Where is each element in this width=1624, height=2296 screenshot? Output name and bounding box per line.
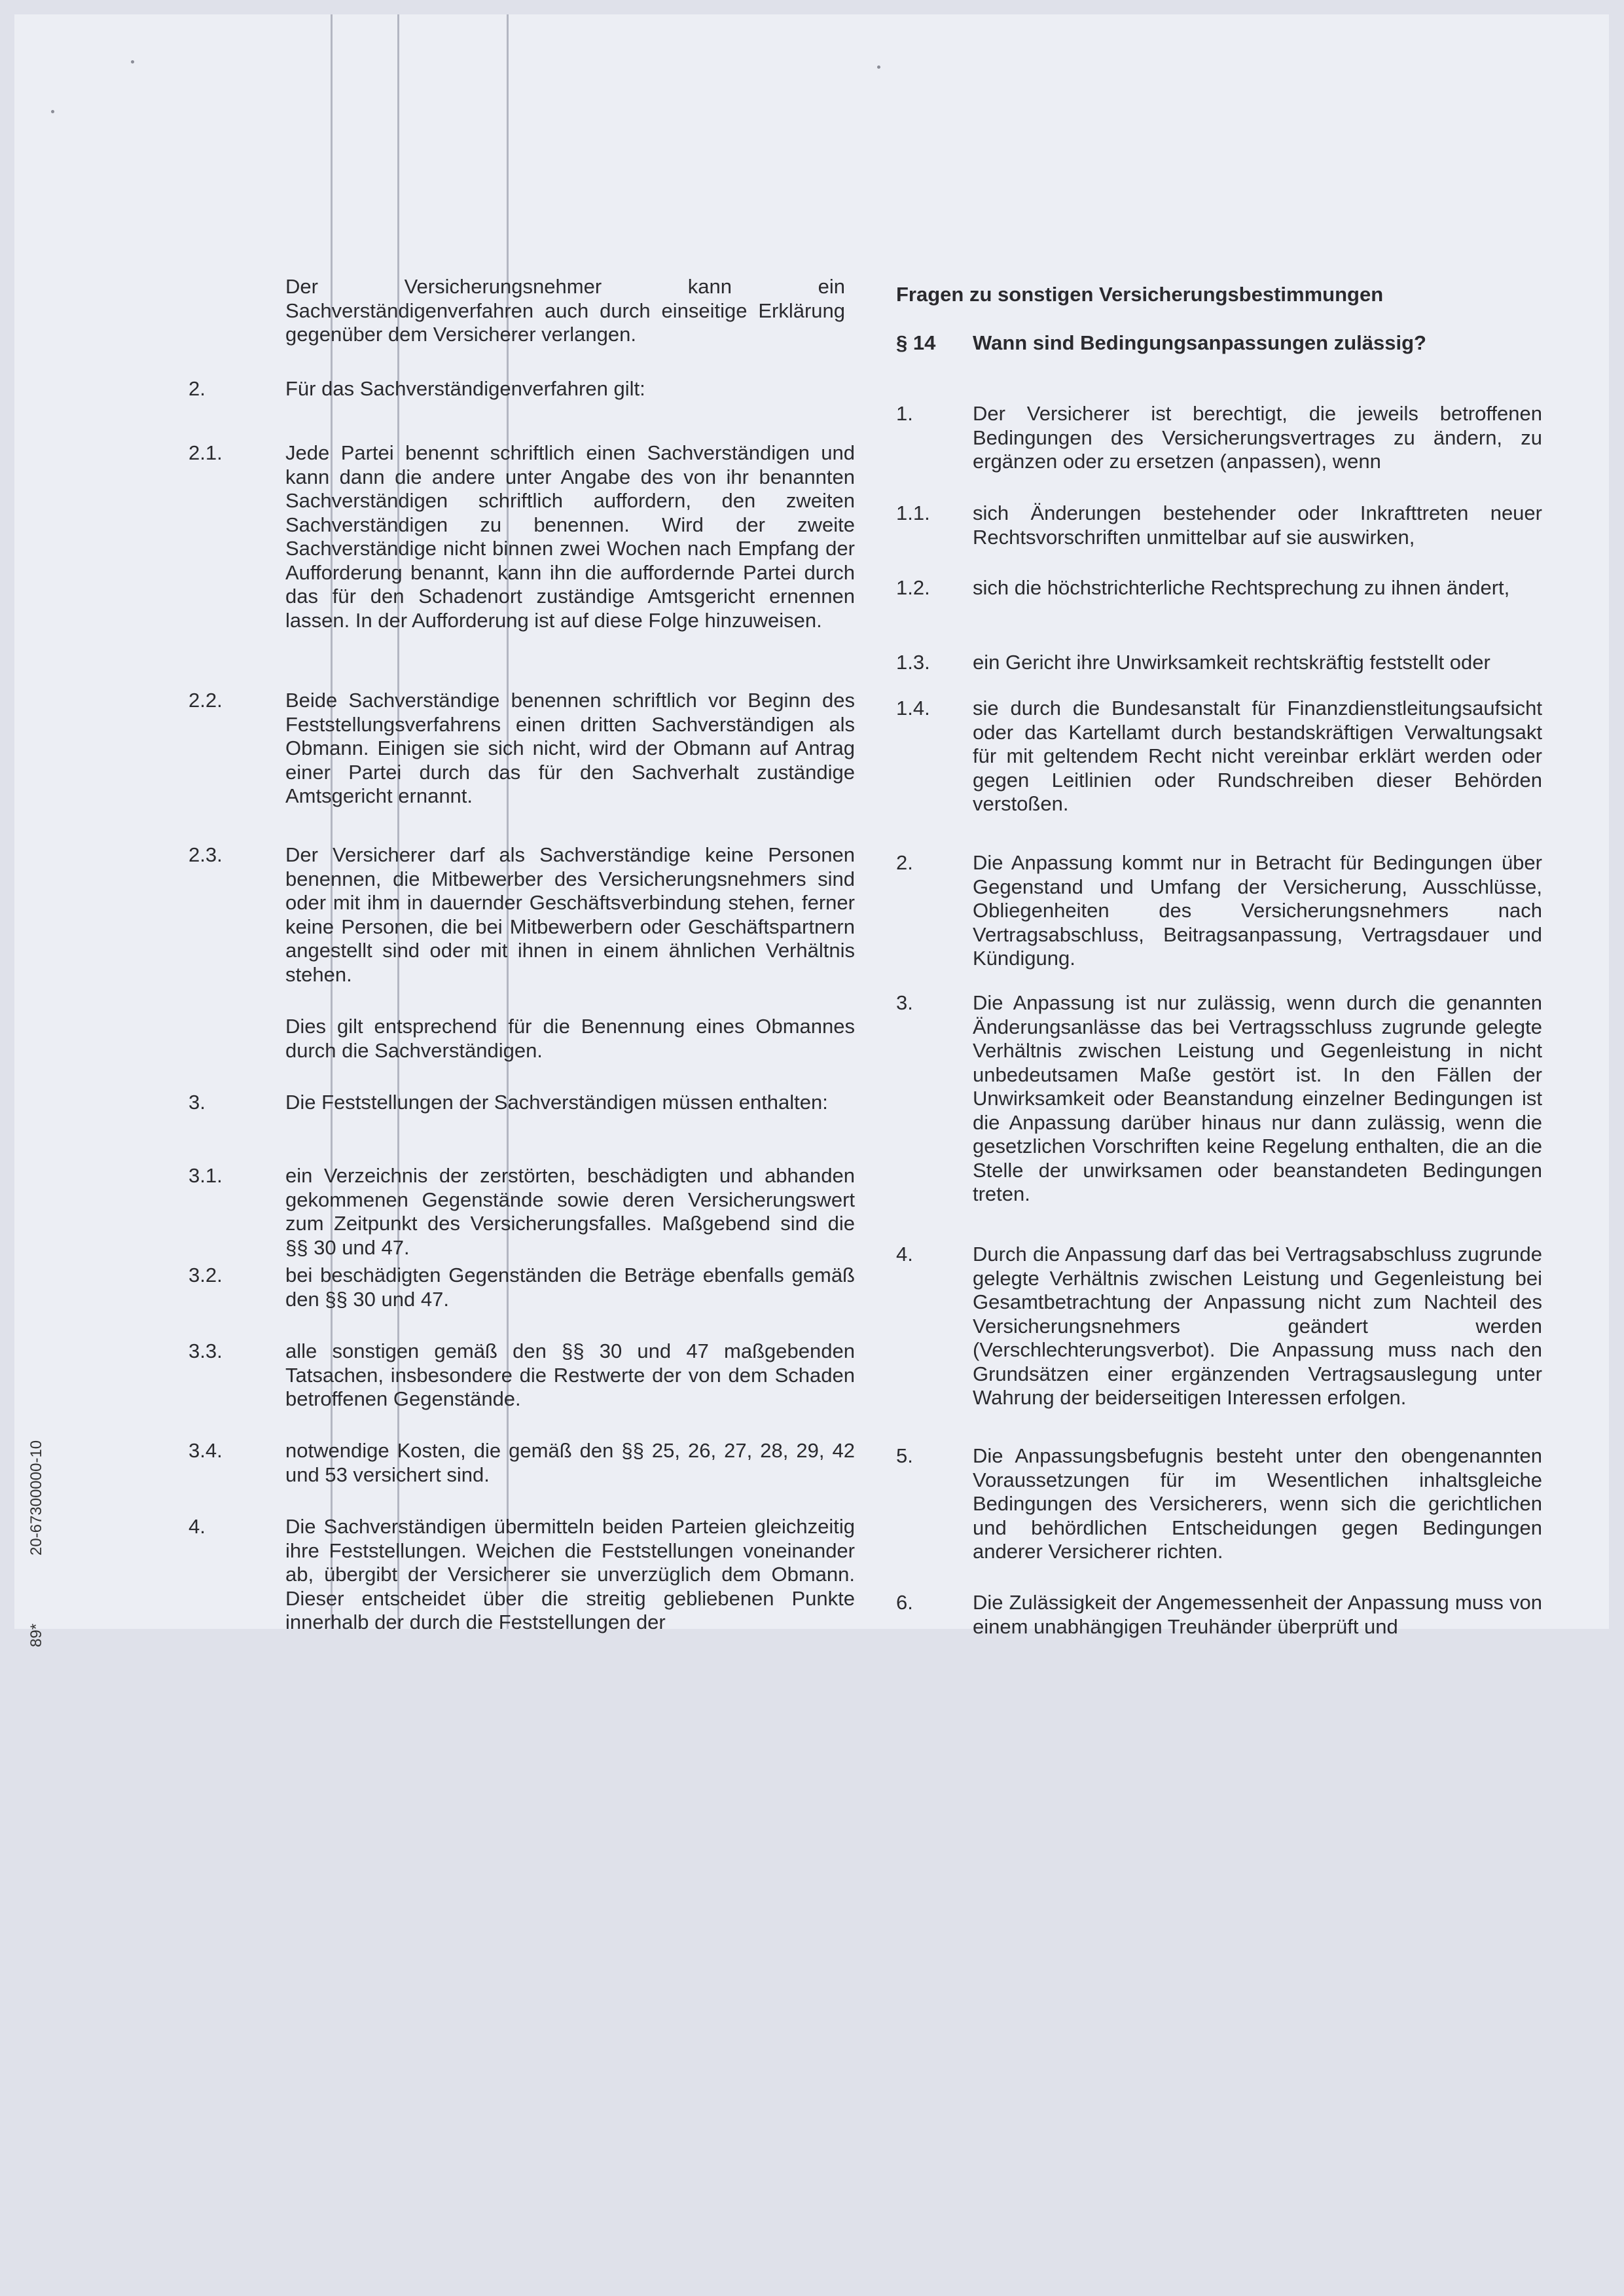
item-text: ein Verzeichnis der zerstörten, beschädigten und abhanden gekommenen Gegenstände sowie deren Versicherungswert zum Zeitpunkt des Versicherungsfalles. Maßgebend sind die §§ 30 und 47. xyxy=(285,1164,855,1259)
document-page xyxy=(14,14,1609,1647)
item-number: 3. xyxy=(896,991,913,1014)
form-code: 20-67300000-10 xyxy=(27,1440,45,1556)
item-number: 2.2. xyxy=(189,689,223,712)
item-text: Die Anpassung ist nur zulässig, wenn durch die genannten Änderungsanlässe das bei Vertragsschluss zugrunde gelegte Verhältnis zwischen Leistung und Gegenleistung in nicht unbedeutsamen Maße gestört ist. In den Fällen der Unwirksamkeit oder Beanstandung einzelner Bedingungen ist die Anpassung darüber hinaus nur dann zulässig, wenn die gesetzlichen Vorschriften keine Regelung enthalten, die an die Stelle der unwirksamen oder beanstandeten Bedingungen treten. xyxy=(973,991,1542,1205)
item-number: 1.3. xyxy=(896,651,930,674)
item-number: 3.1. xyxy=(189,1164,223,1187)
item-text: bei beschädigten Gegenständen die Beträge ebenfalls gemäß den §§ 30 und 47. xyxy=(285,1264,855,1311)
item-text: Durch die Anpassung darf das bei Vertragsabschluss zugrunde gelegte Verhältnis zwischen Leistung und Gegenleistung bei Gesamtbetrachtung der Anpassung nicht zum Nachteil des Versicherungsnehmers geändert werden (Verschlechterungsverbot). Die Anpassung muss nach den Grundsätzen einer ergänzenden Vertragsauslegung unter Wahrung der beiderseitigen Interessen erfolgen. xyxy=(973,1243,1542,1409)
item-text: alle sonstigen gemäß den §§ 30 und 47 maßgebenden Tatsachen, insbesondere die Restwerte der von dem Schaden betroffenen Gegenstände. xyxy=(285,1339,855,1410)
item-text: Die Zulässigkeit der Angemessenheit der Anpassung muss von einem unabhängigen Treuhänder überprüft und xyxy=(973,1591,1542,1638)
item-number: 3.4. xyxy=(189,1439,223,1462)
item-number: 2. xyxy=(189,377,206,400)
paragraph-title: Wann sind Bedingungsanpassungen zulässig? xyxy=(973,331,1426,354)
item-number: 4. xyxy=(896,1243,913,1266)
form-code-suffix: 89* xyxy=(27,1623,45,1647)
item-text: Der Versicherer darf als Sachverständige keine Personen benennen, die Mitbewerber des Versicherungsnehmers sind oder mit ihm in dauernder Geschäftsverbindung stehen, ferner keine Personen, die bei Mitbewerbern oder Geschäftspartnern angestellt sind oder mit ihnen in einem ähnlichen Verhältnis stehen. xyxy=(285,843,855,986)
paragraph-number: § 14 xyxy=(896,331,936,354)
item-number: 1.1. xyxy=(896,501,930,524)
item-text: sich die höchstrichterliche Rechtsprechung zu ihnen ändert, xyxy=(973,576,1510,599)
paragraph-text: Der Versicherungsnehmer kann ein Sachverständigenverfahren auch durch einseitige Erklärung gegenüber dem Versicherer verlangen. xyxy=(285,275,845,346)
item-text: Die Sachverständigen übermitteln beiden Parteien gleichzeitig ihre Feststellungen. Weichen die Feststellungen voneinander ab, übergibt der Versicherer sie unverzüglich dem Obmann. Dieser entscheidet über die streitig gebliebenen Punkte innerhalb der durch die Feststellungen der xyxy=(285,1515,855,1633)
item-number: 2.3. xyxy=(189,843,223,866)
item-text: sie durch die Bundesanstalt für Finanzdienstleitungsaufsicht oder das Kartellamt durch bestandskräftigen Verwaltungsakt für mit geltendem Recht nicht vereinbar erklärt werden oder gegen Leitlinien oder Rundschreiben dieser Behörden verstoßen. xyxy=(973,697,1542,815)
item-text: Dies gilt entsprechend für die Benennung eines Obmannes durch die Sachverständigen. xyxy=(285,1015,855,1062)
item-text: Beide Sachverständige benennen schriftlich vor Beginn des Feststellungsverfahrens einen dritten Sachverständigen als Obmann. Einigen sie sich nicht, wird der Obmann auf Antrag einer Partei durch das für den Sachverhalt zuständige Amtsgericht ernannt. xyxy=(285,689,855,807)
item-number: 3.3. xyxy=(189,1339,223,1362)
item-text: notwendige Kosten, die gemäß den §§ 25, 26, 27, 28, 29, 42 und 53 versichert sind. xyxy=(285,1439,855,1486)
item-text: Für das Sachverständigenverfahren gilt: xyxy=(285,377,645,400)
item-number: 2.1. xyxy=(189,441,223,464)
item-number: 1.2. xyxy=(896,576,930,599)
item-number: 2. xyxy=(896,851,913,874)
item-number: 1.4. xyxy=(896,697,930,720)
item-text: Jede Partei benennt schriftlich einen Sachverständigen und kann dann die andere unter Angabe des von ihr benannten Sachverständigen schriftlich auffordern, den zweiten Sachverständigen zu benennen. Wird der zweite Sachverständige nicht binnen zwei Wochen nach Empfang der Aufforderung benannt, kann ihn die auffordernde Partei durch das für den Schadenort zuständige Amtsgericht ernennen lassen. In der Aufforderung ist auf diese Folge hinzuweisen. xyxy=(285,441,855,632)
item-text: Die Anpassungsbefugnis besteht unter den obengenannten Voraussetzungen für im Wesentlichen inhaltsgleiche Bedingungen des Versicherers, wenn sich die gerichtlichen und behördlichen Entscheidungen gegen Bedingungen anderer Versicherer richten. xyxy=(973,1444,1542,1563)
scan-speck xyxy=(51,110,54,113)
item-number: 3. xyxy=(189,1091,206,1114)
item-number: 1. xyxy=(896,402,913,425)
scan-speck xyxy=(131,60,134,64)
item-number: 3.2. xyxy=(189,1264,223,1286)
item-number: 6. xyxy=(896,1591,913,1614)
item-text: ein Gericht ihre Unwirksamkeit rechtskräftig feststellt oder xyxy=(973,651,1490,674)
item-text: Die Anpassung kommt nur in Betracht für Bedingungen über Gegenstand und Umfang der Versicherung, Ausschlüsse, Obliegenheiten des Versicherungsnehmers nach Vertragsabschluss, Beitragsanpassung, Vertragsdauer und Kündigung. xyxy=(973,851,1542,970)
section-title: Fragen zu sonstigen Versicherungsbestimmungen xyxy=(896,283,1384,306)
item-text: sich Änderungen bestehender oder Inkrafttreten neuer Rechtsvorschriften unmittelbar auf sie auswirken, xyxy=(973,501,1542,549)
item-text: Die Feststellungen der Sachverständigen müssen enthalten: xyxy=(285,1091,828,1114)
item-number: 5. xyxy=(896,1444,913,1467)
item-number: 4. xyxy=(189,1515,206,1538)
scan-speck xyxy=(877,65,880,69)
item-text: Der Versicherer ist berechtigt, die jeweils betroffenen Bedingungen des Versicherungsvertrages zu ändern, zu ergänzen oder zu ersetzen (anpassen), wenn xyxy=(973,402,1542,473)
